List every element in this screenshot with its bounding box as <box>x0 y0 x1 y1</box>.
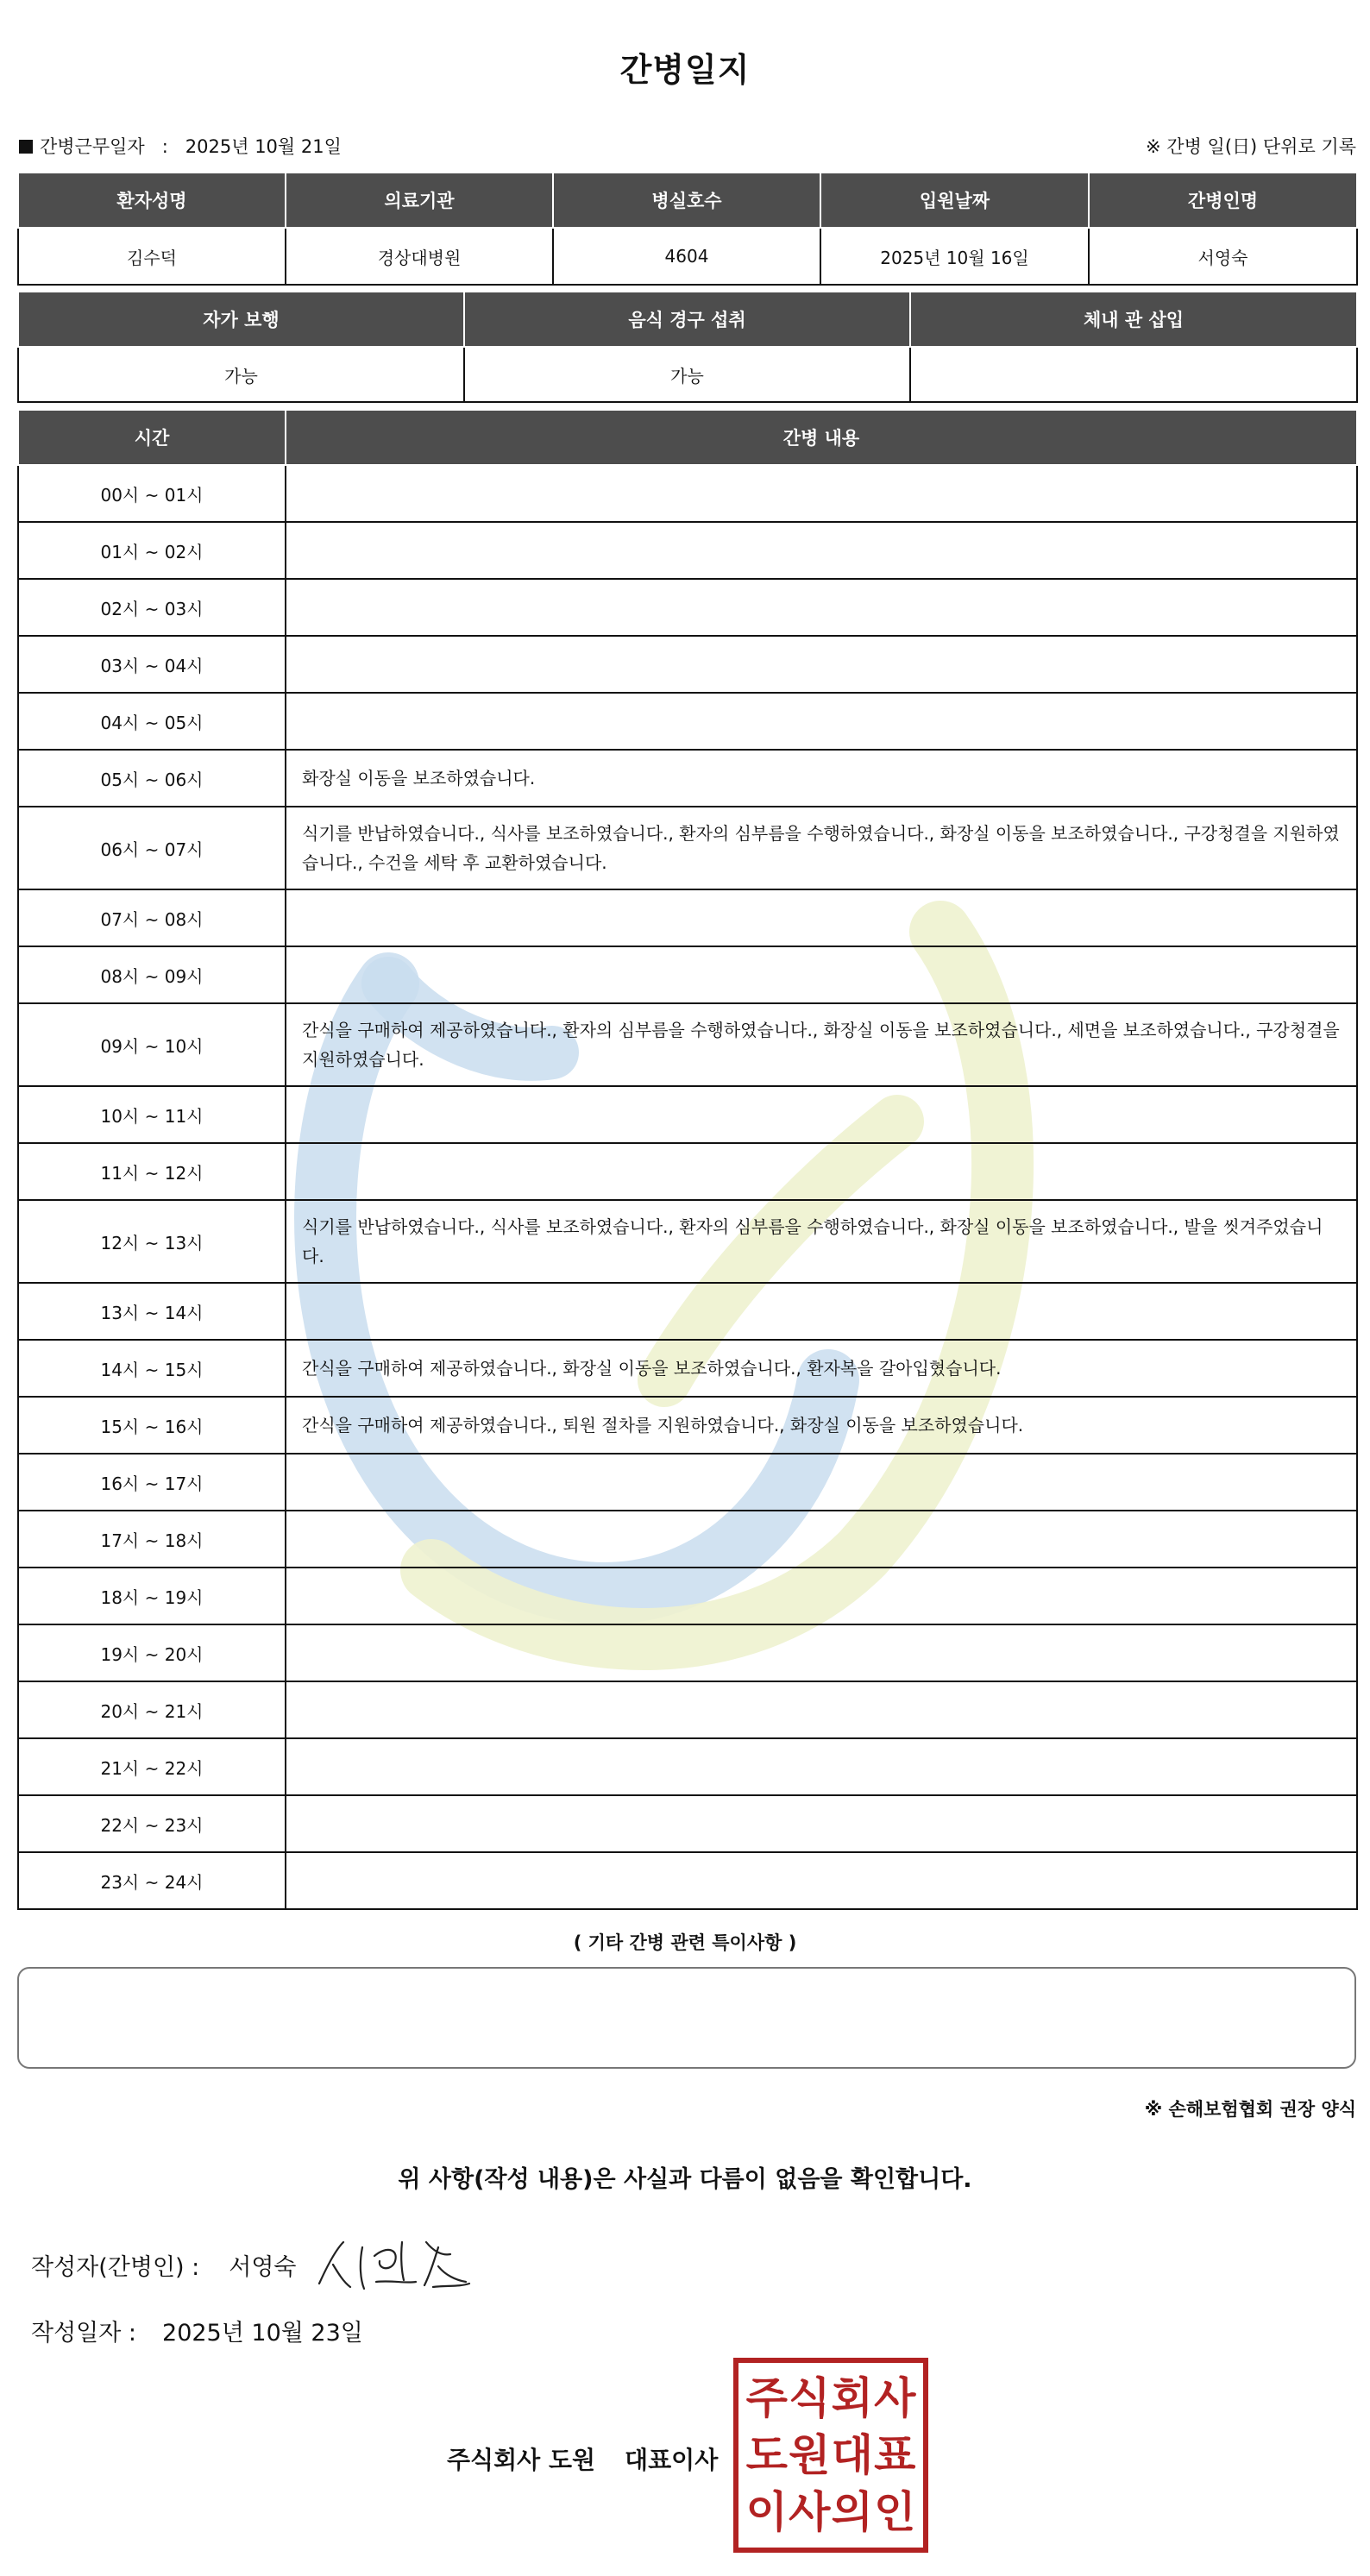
care-content <box>286 1511 1357 1568</box>
header-room-number: 병실호수 <box>553 173 820 228</box>
writer-line <box>31 2248 297 2282</box>
time-slot: 19시 ~ 20시 <box>18 1624 286 1681</box>
care-content: 식기를 반납하였습니다., 식사를 보조하였습니다., 환자의 심부름을 수행하였습니다., 화장실 이동을 보조하였습니다., 발을 씻겨주었습니다. <box>286 1200 1357 1283</box>
care-log-row <box>18 1340 1357 1397</box>
time-slot: 16시 ~ 17시 <box>18 1454 286 1511</box>
time-slot: 14시 ~ 15시 <box>18 1340 286 1397</box>
care-content <box>286 946 1357 1003</box>
time-slot: 12시 ~ 13시 <box>18 1200 286 1283</box>
time-slot: 07시 ~ 08시 <box>18 889 286 946</box>
patient-info-value-row <box>18 228 1357 285</box>
care-content <box>286 1143 1357 1200</box>
work-date-value: 2025년 10월 21일 <box>185 136 342 157</box>
work-date-colon: : <box>161 136 168 157</box>
care-content <box>286 1738 1357 1795</box>
written-date-line <box>31 2314 363 2347</box>
care-log-row <box>18 579 1357 636</box>
care-content: 간식을 구매하여 제공하였습니다., 화장실 이동을 보조하였습니다., 환자복을 갈아입혔습니다. <box>286 1340 1357 1397</box>
header-hospital: 의료기관 <box>286 173 553 228</box>
care-log-row <box>18 750 1357 807</box>
care-log-row <box>18 1200 1357 1283</box>
care-content <box>286 1283 1357 1340</box>
header-time: 시간 <box>18 410 286 465</box>
header-tube-insertion: 체내 관 삽입 <box>910 292 1357 347</box>
care-content <box>286 465 1357 522</box>
seal-character: 주 <box>745 2373 788 2423</box>
record-unit-note: ※ 간병 일(日) 단위로 기록 <box>1146 136 1356 157</box>
care-log-row <box>18 1397 1357 1454</box>
patient-info-table <box>17 172 1358 286</box>
time-slot: 13시 ~ 14시 <box>18 1283 286 1340</box>
time-slot: 11시 ~ 12시 <box>18 1143 286 1200</box>
seal-character: 도 <box>745 2430 788 2480</box>
care-log-row <box>18 1454 1357 1511</box>
care-log-row <box>18 1086 1357 1143</box>
care-log-row <box>18 889 1357 946</box>
care-content <box>286 636 1357 693</box>
company-line <box>447 2441 718 2476</box>
header-oral-intake: 음식 경구 섭취 <box>464 292 910 347</box>
work-date-label: 간병근무일자 <box>40 136 145 157</box>
care-content <box>286 889 1357 946</box>
care-log-row <box>18 522 1357 579</box>
care-content: 간식을 구매하여 제공하였습니다., 환자의 심부름을 수행하였습니다., 화장실 이동을 보조하였습니다., 세면을 보조하였습니다., 구강청결을 지원하였습니다. <box>286 1003 1357 1086</box>
seal-character: 사 <box>789 2487 831 2537</box>
care-content: 식기를 반납하였습니다., 식사를 보조하였습니다., 환자의 심부름을 수행하였습니다., 화장실 이동을 보조하였습니다., 구강청결을 지원하였습니다., 수건을 세탁 후 교환하였습니다. <box>286 807 1357 889</box>
time-slot: 00시 ~ 01시 <box>18 465 286 522</box>
care-log-row <box>18 693 1357 750</box>
time-slot: 03시 ~ 04시 <box>18 636 286 693</box>
self-walking-value: 가능 <box>18 347 464 402</box>
care-content: 간식을 구매하여 제공하였습니다., 퇴원 절차를 지원하였습니다., 화장실 이동을 보조하였습니다. <box>286 1397 1357 1454</box>
care-log-row <box>18 1143 1357 1200</box>
care-log-row <box>18 1852 1357 1909</box>
care-content <box>286 1624 1357 1681</box>
square-bullet-icon <box>19 140 33 154</box>
room-number: 4604 <box>553 228 820 285</box>
document-title: 간병일지 <box>619 51 751 89</box>
care-log-row <box>18 1568 1357 1624</box>
special-notes-label: ( 기타 간병 관련 특이사항 ) <box>573 1932 797 1953</box>
seal-characters <box>745 2370 916 2541</box>
hospital-name: 경상대병원 <box>286 228 553 285</box>
care-log-row <box>18 465 1357 522</box>
time-slot: 01시 ~ 02시 <box>18 522 286 579</box>
representative-title: 대표이사 <box>625 2446 719 2474</box>
care-content <box>286 1086 1357 1143</box>
seal-character: 대 <box>831 2430 873 2480</box>
care-content <box>286 579 1357 636</box>
care-content <box>286 1454 1357 1511</box>
care-log-row <box>18 1795 1357 1852</box>
time-slot: 10시 ~ 11시 <box>18 1086 286 1143</box>
care-content <box>286 522 1357 579</box>
care-log-row <box>18 1738 1357 1795</box>
header-caregiver-name: 간병인명 <box>1089 173 1357 228</box>
time-slot: 09시 ~ 10시 <box>18 1003 286 1086</box>
seal-character: 인 <box>874 2487 916 2537</box>
caregiver-name: 서영숙 <box>1089 228 1357 285</box>
recommended-form-note: ※ 손해보험협회 권장 양식 <box>1144 2099 1356 2120</box>
seal-character: 표 <box>874 2430 916 2480</box>
handwritten-signature <box>312 2230 476 2299</box>
time-slot: 22시 ~ 23시 <box>18 1795 286 1852</box>
header-admission-date: 입원날짜 <box>820 173 1089 228</box>
time-slot: 18시 ~ 19시 <box>18 1568 286 1624</box>
care-log-header-row <box>18 410 1357 465</box>
company-name: 주식회사 도원 <box>447 2446 596 2474</box>
time-slot: 20시 ~ 21시 <box>18 1681 286 1738</box>
care-log-row <box>18 1681 1357 1738</box>
company-seal-stamp <box>733 2358 928 2553</box>
time-slot: 04시 ~ 05시 <box>18 693 286 750</box>
seal-character: 의 <box>831 2487 873 2537</box>
time-slot: 08시 ~ 09시 <box>18 946 286 1003</box>
time-slot: 06시 ~ 07시 <box>18 807 286 889</box>
status-value-row <box>18 347 1357 402</box>
care-content <box>286 1681 1357 1738</box>
writer-name: 서영숙 <box>229 2254 297 2281</box>
header-self-walking: 자가 보행 <box>18 292 464 347</box>
care-log-table <box>17 409 1358 1910</box>
patient-name: 김수덕 <box>18 228 286 285</box>
seal-character: 사 <box>874 2373 916 2423</box>
time-slot: 17시 ~ 18시 <box>18 1511 286 1568</box>
care-content <box>286 1852 1357 1909</box>
care-log-row <box>18 636 1357 693</box>
written-date-label: 작성일자 : <box>31 2320 137 2347</box>
time-slot: 02시 ~ 03시 <box>18 579 286 636</box>
status-header-row <box>18 292 1357 347</box>
care-content <box>286 1795 1357 1852</box>
care-content <box>286 693 1357 750</box>
care-log-row <box>18 946 1357 1003</box>
care-log-row <box>18 1283 1357 1340</box>
seal-character: 이 <box>745 2487 788 2537</box>
confirmation-statement: 위 사항(작성 내용)은 사실과 다름이 없음을 확인합니다. <box>398 2166 972 2193</box>
time-slot: 05시 ~ 06시 <box>18 750 286 807</box>
patient-status-table <box>17 291 1358 403</box>
seal-character: 식 <box>789 2373 831 2423</box>
special-notes-box <box>17 1967 1356 2069</box>
header-care-content: 간병 내용 <box>286 410 1357 465</box>
oral-intake-value: 가능 <box>464 347 910 402</box>
time-slot: 21시 ~ 22시 <box>18 1738 286 1795</box>
work-date-line <box>19 133 342 159</box>
writer-label: 작성자(간병인) : <box>31 2254 200 2281</box>
care-log-row <box>18 807 1357 889</box>
time-slot: 15시 ~ 16시 <box>18 1397 286 1454</box>
tube-insertion-value <box>910 347 1357 402</box>
care-log-row <box>18 1511 1357 1568</box>
care-content <box>286 1568 1357 1624</box>
care-content: 화장실 이동을 보조하였습니다. <box>286 750 1357 807</box>
patient-info-header-row <box>18 173 1357 228</box>
admission-date: 2025년 10월 16일 <box>820 228 1089 285</box>
seal-character: 회 <box>831 2373 873 2423</box>
time-slot: 23시 ~ 24시 <box>18 1852 286 1909</box>
care-log-row <box>18 1624 1357 1681</box>
care-log-row <box>18 1003 1357 1086</box>
seal-character: 원 <box>789 2430 831 2480</box>
header-patient-name: 환자성명 <box>18 173 286 228</box>
written-date-value: 2025년 10월 23일 <box>162 2320 363 2347</box>
